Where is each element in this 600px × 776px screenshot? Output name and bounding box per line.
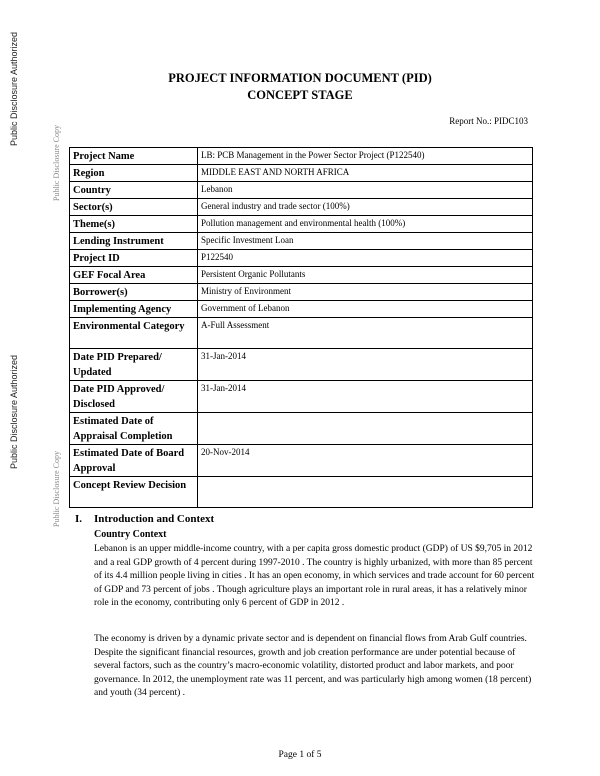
table-row [70,477,533,508]
table-row [70,318,533,349]
row-value: A-Full Assessment [198,318,533,349]
row-label: Environmental Category [70,318,198,349]
table-row [70,216,533,233]
row-label: Project ID [70,250,198,267]
row-value: Pollution management and environmental health (100%) [198,216,533,233]
row-label: GEF Focal Area [70,267,198,284]
row-label: Date PID Approved/ Disclosed [70,381,198,413]
row-label: Implementing Agency [70,301,198,318]
row-value: Lebanon [198,182,533,199]
row-value: 31-Jan-2014 [198,349,533,381]
table-row [70,250,533,267]
row-label: Country [70,182,198,199]
table-row [70,413,533,445]
report-number: Report No.: PIDC103 [449,116,528,126]
table-row [70,284,533,301]
row-label: Lending Instrument [70,233,198,250]
section-title: Introduction and Context [94,513,215,525]
copy-watermark: Public Disclosure Copy [52,451,61,527]
row-label: Sector(s) [70,199,198,216]
table-row [70,199,533,216]
row-value: 31-Jan-2014 [198,381,533,413]
section-heading [75,513,214,525]
row-value [198,477,533,508]
subsection-heading: Country Context [94,529,167,540]
row-label: Concept Review Decision [70,477,198,508]
table-row [70,349,533,381]
row-label: Project Name [70,148,198,165]
table-row [70,165,533,182]
row-value: LB: PCB Management in the Power Sector Project (P122540) [198,148,533,165]
table-row [70,381,533,413]
table-row [70,148,533,165]
row-value: 20-Nov-2014 [198,445,533,477]
row-value [198,413,533,445]
row-label: Region [70,165,198,182]
body-paragraph: The economy is driven by a dynamic private sector and is dependent on financial flows from Arab Gulf countries. Despite the significant financial resources, growth and job creation performance are under potential because of several factors, such as the country’s macro-economic volatility, distorted product and labor markets, and poor governance. In 2012, the unemployment rate was 11 percent, and was particularly high among women (18 percent) and youth (34 percent) . [94,634,532,699]
section-number: I. [75,513,83,525]
row-label: Borrower(s) [70,284,198,301]
row-label: Estimated Date of Board Approval [70,445,198,477]
row-value: General industry and trade sector (100%) [198,199,533,216]
row-value: Specific Investment Loan [198,233,533,250]
row-value: Persistent Organic Pollutants [198,267,533,284]
disclosure-watermark: Public Disclosure Authorized [9,354,19,469]
row-value: MIDDLE EAST AND NORTH AFRICA [198,165,533,182]
disclosure-watermark: Public Disclosure Authorized [9,31,19,146]
body-paragraph: Lebanon is an upper middle-income country, with a per capita gross domestic product (GDP) of US $9,705 in 2012 and a real GDP growth of 4 percent during 1997-2010 . The country is highly urbanized, with more than 85 percent of its 4.4 million people living in cities . It has an open economy, in which services and trade account for 60 percent of GDP and 73 percent of jobs . Though agriculture plays an important role in rural areas, it has a relatively minor role in the economy, contributing only 6 percent of GDP in 2012 . [94,544,535,609]
copy-watermark: Public Disclosure Copy [52,125,61,201]
page-number: Page 1 of 5 [278,750,322,760]
table-row [70,182,533,199]
table-row [70,233,533,250]
document-subtitle: CONCEPT STAGE [247,88,353,102]
project-info-table [69,147,533,508]
row-value: Ministry of Environment [198,284,533,301]
row-value: Government of Lebanon [198,301,533,318]
row-value: P122540 [198,250,533,267]
row-label: Theme(s) [70,216,198,233]
table-row [70,445,533,477]
document-title: PROJECT INFORMATION DOCUMENT (PID) [168,71,432,85]
table-row [70,301,533,318]
row-label: Estimated Date of Appraisal Completion [70,413,198,445]
row-label: Date PID Prepared/ Updated [70,349,198,381]
table-row [70,267,533,284]
